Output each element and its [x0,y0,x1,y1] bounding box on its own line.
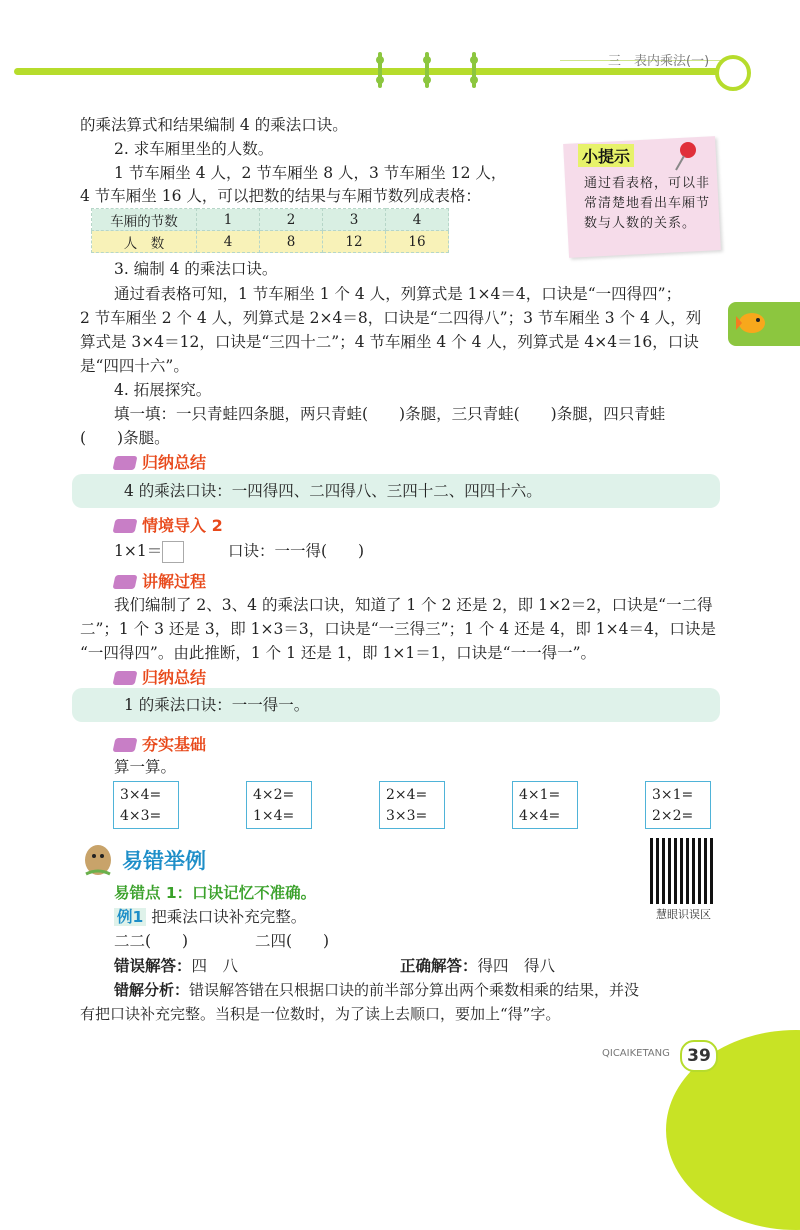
table-cell: 2 [260,209,323,231]
step3-line: 通过看表格可知，1 节车厢坐 1 个 4 人，列算式是 1×4＝4，口诀是“一四得四”； [114,285,682,303]
practice-heading: 夯实基础 [142,735,207,754]
explain-line: “一四得四”。由此推断，1 个 1 还是 1，即 1×1＝1，口诀是“一一得一”。 [80,644,596,662]
table-cell: 3 [323,209,386,231]
exercise-item: 4×2= [253,787,295,803]
summary1-heading: 归纳总结 [142,453,207,472]
summary1-text: 4 的乘法口诀：一四得四、二四得八、三四十二、四四十六。 [124,482,542,500]
analysis-label: 错解分析： [114,981,190,999]
intro2-expr-text: 1×1＝ [114,542,163,560]
pushpin-icon [672,140,700,172]
pencil-icon [113,671,138,685]
table-cell: 人 数 [92,231,197,253]
exercise-item: 4×4= [519,808,561,824]
intro-line: 的乘法算式和结果编制 4 的乘法口诀。 [80,116,348,134]
example-text: 把乘法口诀补充完整。 [151,908,307,926]
exercise-item: 3×1= [652,787,694,803]
explain-line: 我们编制了 2、3、4 的乘法口诀，知道了 1 个 2 还是 2，即 1×2＝2，口诀是“一二得 [114,596,713,614]
step2-line2: 4 节车厢坐 16 人，可以把数的结果与车厢节数列成表格： [80,187,481,205]
question-2: 二四( ) [255,932,330,950]
example-line [114,906,306,928]
exercise-card [379,781,445,829]
step2-line1: 1 节车厢坐 4 人，2 节车厢坐 8 人，3 节车厢坐 12 人， [114,164,507,182]
exercise-card [113,781,179,829]
exercise-card [512,781,578,829]
step2-title: 2. 求车厢里坐的人数。 [114,140,274,158]
exercise-card [246,781,312,829]
step3-line: 是“四四十六”。 [80,357,189,375]
wrong-answer [114,955,238,977]
practice-prompt: 算一算。 [114,758,177,776]
exercise-item: 4×3= [120,808,162,824]
tip-body: 通过看表格，可以非常清楚地看出车厢节数与人数的关系。 [584,176,711,231]
exercise-item: 2×4= [386,787,428,803]
example-tag: 例1 [114,908,146,926]
exercise-item: 4×1= [519,787,561,803]
wrong-label: 错误解答： [114,957,192,975]
answer-blank[interactable] [162,541,184,563]
table-row [92,231,449,253]
summary2-heading: 归纳总结 [142,668,207,687]
explain-line: 二”；1 个 3 还是 3，即 1×3＝3，口诀是“一三得三”；1 个 4 还是 4，即 1×4＝4，口诀是 [80,620,716,638]
pencil-icon [113,738,138,752]
footer-brand: QICAIKETANG [602,1048,670,1059]
errors-title: 易错举例 [122,849,206,873]
binder-ring-icon [469,52,479,88]
pencil-icon [113,575,138,589]
exercise-card [645,781,711,829]
table-cell: 4 [386,209,449,231]
step3-line: 算式是 3×4＝12，口诀是“三四十二”；4 节车厢坐 4 个 4 人，列算式是 4×4＝16，口诀 [80,333,699,351]
intro2-rhyme: 口诀：一一得( ) [228,542,365,560]
analysis-line [114,979,639,1001]
table-cell: 16 [386,231,449,253]
table-cell: 1 [197,209,260,231]
tip-title: 小提示 [578,144,634,167]
exercise-item: 3×3= [386,808,428,824]
error-point: 易错点 1：口诀记忆不准确。 [114,884,317,902]
pencil-icon [113,456,138,470]
binder-ring-icon [422,52,432,88]
wrong-value: 四 八 [191,957,239,975]
right-answer [400,955,555,977]
summary2-text: 1 的乘法口诀：一一得一。 [124,696,310,714]
chapter-badge-icon [715,55,751,91]
qr-caption: 慧眼识误区 [656,908,711,921]
exercise-item: 3×4= [120,787,162,803]
binder-ring-icon [375,52,385,88]
step4-title: 4. 拓展探究。 [114,381,212,399]
right-value: 得四 得八 [477,957,556,975]
page-number: 39 [680,1040,718,1072]
table-cell: 车厢的节数 [92,209,197,231]
exercise-item: 2×2= [652,808,694,824]
analysis-text: 错误解答错在只根据口诀的前半部分算出两个乘数相乘的结果，并没 [189,981,640,999]
table-row [92,209,449,231]
right-label: 正确解答： [400,957,478,975]
step3-line: 2 节车厢坐 2 个 4 人，列算式是 2×4＝8，口诀是“二四得八”；3 节车厢坐 3 个 4 人，列 [80,309,702,327]
exercise-item: 1×4= [253,808,295,824]
step3-title: 3. 编制 4 的乘法口诀。 [114,260,278,278]
analysis-line-2: 有把口诀补充完整。当积是一位数时，为了读上去顺口，要加上“得”字。 [80,1005,561,1023]
fish-icon [734,308,770,338]
intro2-expr [114,540,184,563]
chapter-title: 三 表内乘法(一) [608,54,710,69]
table-cell: 4 [197,231,260,253]
pencil-icon [113,519,138,533]
step4-line: ( )条腿。 [80,429,170,447]
qr-code-icon[interactable] [650,838,716,904]
table-cell: 8 [260,231,323,253]
intro2-heading: 情境导入 2 [142,516,223,535]
explain-heading: 讲解过程 [142,572,207,591]
question-1: 二二( ) [114,932,189,950]
step4-line: 填一填：一只青蛙四条腿，两只青蛙( )条腿，三只青蛙( )条腿，四只青蛙 [114,405,666,423]
car-table [91,208,449,253]
potato-mascot-icon [78,838,118,878]
table-cell: 12 [323,231,386,253]
